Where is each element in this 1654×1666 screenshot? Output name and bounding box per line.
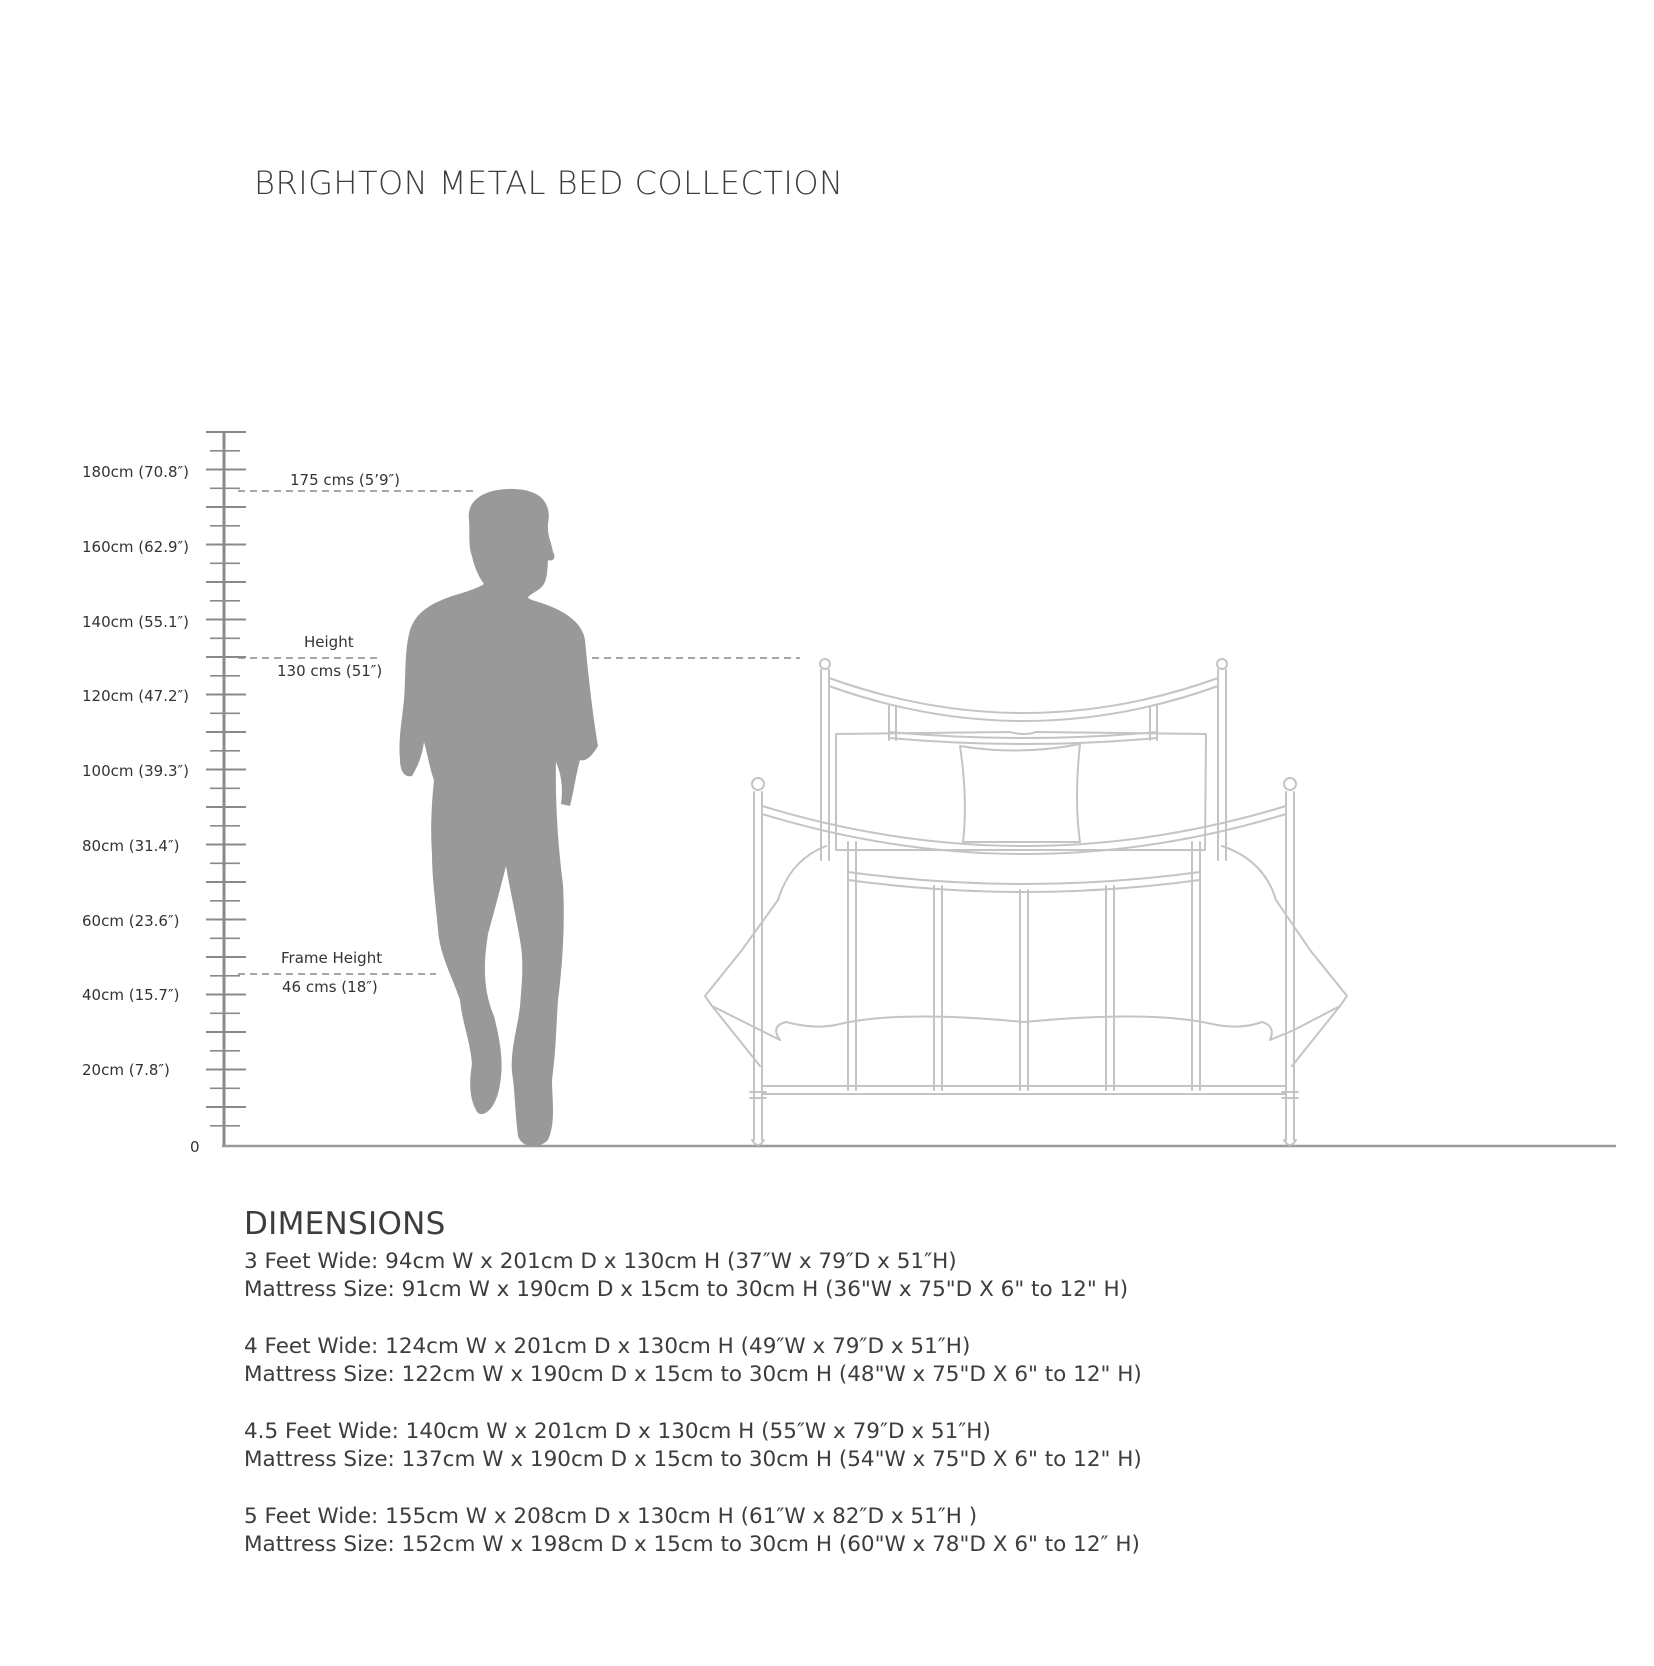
- scale-label-100: 100cm (39.3″): [82, 762, 189, 780]
- height-scale: [206, 432, 1616, 1146]
- footboard-top-rail: [762, 806, 1286, 854]
- mattress-size-4-5ft: Mattress Size: 137cm W x 190cm D x 15cm to 30cm H (54"W x 75"D X 6" to 12" H): [244, 1447, 1142, 1472]
- bed-size-4-5ft: 4.5 Feet Wide: 140cm W x 201cm D x 130cm H (55″W x 79″D x 51″H): [244, 1419, 991, 1444]
- footboard-bottom-rail: [762, 1086, 1286, 1094]
- scale-label-120: 120cm (47.2″): [82, 687, 189, 705]
- pillow-front: [960, 744, 1080, 842]
- bed-height-label: Height: [304, 633, 354, 651]
- person-silhouette: [399, 489, 598, 1146]
- scale-ticks: [206, 432, 246, 1126]
- scale-label-180: 180cm (70.8″): [82, 463, 189, 481]
- dimensions-heading: DIMENSIONS: [244, 1206, 446, 1242]
- bed-size-5ft: 5 Feet Wide: 155cm W x 208cm D x 130cm H (61″W x 82″D x 51″H ): [244, 1504, 978, 1529]
- mattress-size-5ft: Mattress Size: 152cm W x 198cm D x 15cm to 30cm H (60"W x 78"D X 6" to 12″ H): [244, 1532, 1140, 1557]
- dimension-group-4ft: [244, 1333, 1142, 1389]
- mattress-size-4ft: Mattress Size: 122cm W x 190cm D x 15cm to 30cm H (48"W x 75"D X 6" to 12" H): [244, 1362, 1142, 1387]
- footboard-post-left: [754, 792, 762, 1140]
- scale-label-80: 80cm (31.4″): [82, 837, 180, 855]
- dimensions-section: [244, 1206, 1142, 1588]
- bed-drawing: [705, 659, 1347, 1145]
- bed-height-value: 130 cms (51″): [277, 662, 383, 680]
- scale-label-140: 140cm (55.1″): [82, 613, 189, 631]
- scale-label-40: 40cm (15.7″): [82, 986, 180, 1004]
- person-height-label: 175 cms (5’9″): [290, 471, 401, 489]
- dimension-group-3ft: [244, 1248, 1142, 1304]
- scale-label-60: 60cm (23.6″): [82, 912, 180, 930]
- dimension-group-4-5ft: [244, 1418, 1142, 1474]
- bed-size-3ft: 3 Feet Wide: 94cm W x 201cm D x 130cm H (37″W x 79″D x 51″H): [244, 1249, 957, 1274]
- scale-label-0: 0: [190, 1138, 200, 1156]
- page-title: BRIGHTON METAL BED COLLECTION: [254, 164, 844, 202]
- dimension-group-5ft: [244, 1503, 1142, 1559]
- mattress-size-3ft: Mattress Size: 91cm W x 190cm D x 15cm to 30cm H (36"W x 75"D X 6" to 12" H): [244, 1277, 1129, 1302]
- duvet-outline: [705, 846, 1347, 1040]
- frame-height-value: 46 cms (18″): [282, 978, 378, 996]
- scale-labels: [82, 463, 200, 1156]
- footboard-post-right: [1286, 792, 1294, 1140]
- frame-height-label: Frame Height: [281, 949, 383, 967]
- bed-size-4ft: 4 Feet Wide: 124cm W x 201cm D x 130cm H (49″W x 79″D x 51″H): [244, 1334, 971, 1359]
- headboard-top-rail: [829, 678, 1218, 721]
- footboard-spindles: [848, 880, 1200, 1090]
- scale-label-20: 20cm (7.8″): [82, 1061, 170, 1079]
- scale-label-160: 160cm (62.9″): [82, 538, 189, 556]
